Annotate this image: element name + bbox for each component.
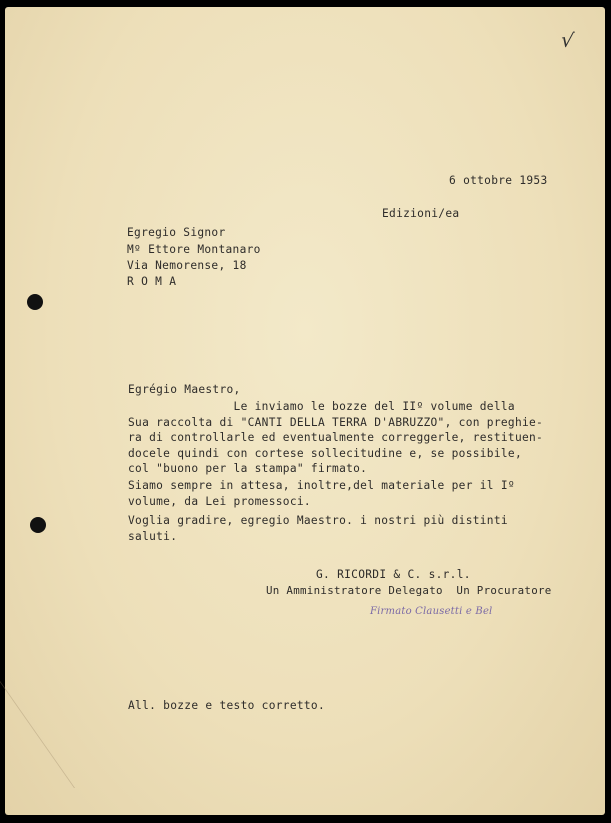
body-line: volume, da Lei promessoci. [128, 494, 311, 508]
recipient-line: R O M A [127, 275, 177, 288]
signatory-roles: Un Amministratore Delegato Un Procuratore [266, 584, 552, 597]
body-line: docele quindi con cortese sollecitudine e, se possibile, [128, 446, 522, 460]
recipient-line: Via Nemorense, 18 [127, 259, 247, 272]
enclosure-note: All. bozze e testo corretto. [128, 699, 325, 712]
company-name: G. RICORDI & C. s.r.l. [316, 568, 471, 581]
body-line: ra di controllarle ed eventualmente correggerle, restituen- [128, 431, 544, 444]
body-line: Sua raccolta di "CANTI DELLA TERRA D'ABRUZZO", con preghie- [128, 415, 544, 429]
recipient-line: Mº Ettore Montanaro [127, 243, 261, 256]
punch-hole-bottom [30, 517, 46, 533]
signature-stamp: Firmato Clausetti e Bel [370, 606, 493, 617]
recipient-line: Egregio Signor [127, 226, 226, 239]
salutation: Egrégio Maestro, [128, 383, 241, 396]
body-line: col "buono per la stampa" firmato. [128, 462, 368, 475]
body-line: Voglia gradire, egregio Maestro. i nostri più distinti [128, 514, 508, 527]
body-line: Siamo sempre in attesa, inoltre,del materiale per il Iº [128, 479, 515, 492]
body-line: Le inviamo le bozze del IIº volume della [128, 400, 515, 413]
letter-date: 6 ottobre 1953 [449, 174, 548, 187]
checkmark-icon: √ [559, 27, 576, 53]
punch-hole-top [27, 294, 43, 310]
body-line: saluti. [128, 529, 178, 543]
reference-code: Edizioni/ea [382, 207, 460, 220]
